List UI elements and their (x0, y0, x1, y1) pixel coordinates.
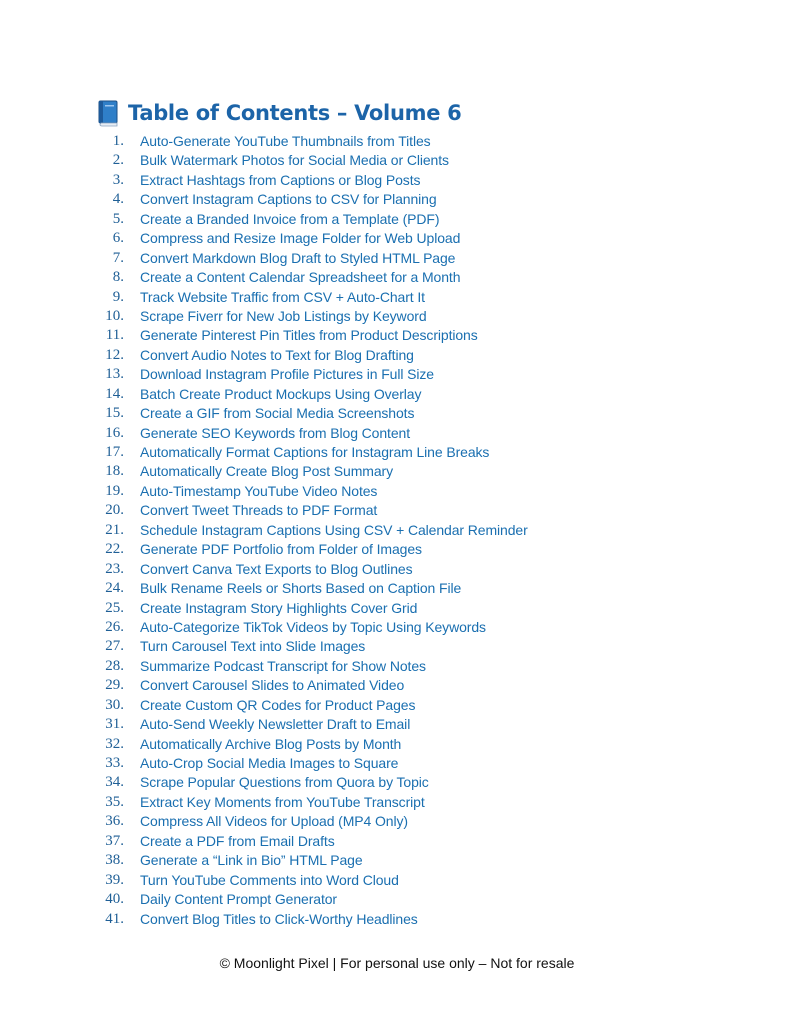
toc-item[interactable] (100, 424, 780, 443)
toc-item-number: 22. (105, 541, 124, 558)
toc-item-link[interactable]: Convert Markdown Blog Draft to Styled HTML Page (140, 249, 456, 266)
toc-item[interactable] (100, 501, 780, 520)
toc-item-number: 19. (105, 482, 124, 499)
toc-item[interactable] (100, 540, 780, 559)
toc-item[interactable] (100, 599, 780, 618)
toc-item-link[interactable]: Convert Carousel Slides to Animated Video (140, 677, 405, 694)
toc-item-link[interactable]: Create Instagram Story Highlights Cover Grid (140, 599, 418, 616)
toc-item[interactable] (100, 696, 780, 715)
toc-item-link[interactable]: Generate a “Link in Bio” HTML Page (140, 852, 363, 869)
toc-item-number: 35. (105, 793, 124, 810)
toc-item-link[interactable]: Convert Instagram Captions to CSV for Planning (140, 191, 437, 208)
toc-item[interactable] (100, 871, 780, 890)
toc-item-link[interactable]: Schedule Instagram Captions Using CSV + Calendar Reminder (140, 521, 528, 538)
toc-item-number: 41. (105, 910, 124, 927)
toc-item[interactable] (100, 385, 780, 404)
toc-item-number: 31. (105, 716, 124, 733)
toc-item-link[interactable]: Create a GIF from Social Media Screenshots (140, 405, 415, 422)
toc-item[interactable] (100, 676, 780, 695)
toc-item-number: 26. (105, 618, 124, 635)
toc-item-number: 20. (105, 502, 124, 519)
toc-item-link[interactable]: Convert Blog Titles to Click-Worthy Headlines (140, 910, 418, 927)
toc-item-number: 23. (105, 560, 124, 577)
toc-item[interactable] (100, 793, 780, 812)
toc-item-number: 36. (105, 813, 124, 830)
toc-item-link[interactable]: Create a Content Calendar Spreadsheet for a Month (140, 269, 461, 286)
toc-item-link[interactable]: Compress and Resize Image Folder for Web Upload (140, 230, 461, 247)
toc-item-link[interactable]: Auto-Generate YouTube Thumbnails from Titles (140, 133, 431, 149)
toc-item[interactable] (100, 326, 780, 345)
toc-item-number: 39. (105, 871, 124, 888)
toc-item-link[interactable]: Create a Branded Invoice from a Template (PDF) (140, 210, 440, 227)
toc-item-link[interactable]: Download Instagram Profile Pictures in Full Size (140, 366, 434, 383)
toc-item-number: 28. (105, 657, 124, 674)
toc-item-number: 2. (112, 152, 124, 169)
toc-item-number: 11. (105, 327, 124, 344)
toc-item-link[interactable]: Auto-Timestamp YouTube Video Notes (140, 482, 378, 499)
toc-item-number: 12. (105, 346, 124, 363)
toc-item[interactable] (100, 521, 780, 540)
toc-item-number: 4. (112, 191, 124, 208)
toc-item[interactable] (100, 288, 780, 307)
toc-item[interactable] (100, 754, 780, 773)
toc-item-number: 9. (112, 288, 124, 305)
toc-item-link[interactable]: Generate Pinterest Pin Titles from Product Descriptions (140, 327, 478, 344)
toc-item-link[interactable]: Convert Audio Notes to Text for Blog Drafting (140, 346, 414, 363)
toc-item-link[interactable]: Automatically Format Captions for Instagram Line Breaks (140, 444, 490, 460)
toc-item[interactable] (100, 462, 780, 481)
toc-item-link[interactable]: Bulk Watermark Photos for Social Media or Clients (140, 152, 449, 169)
toc-item[interactable] (100, 268, 780, 287)
toc-item[interactable] (100, 132, 780, 151)
toc-item-number: 6. (112, 230, 124, 247)
toc-item-number: 18. (105, 463, 124, 480)
toc-item-number: 38. (105, 852, 124, 869)
toc-item-number: 15. (105, 405, 124, 422)
toc-item-link[interactable]: Extract Key Moments from YouTube Transcript (140, 793, 425, 810)
toc-item[interactable] (100, 890, 780, 909)
toc-item[interactable] (100, 560, 780, 579)
toc-item-number: 29. (105, 677, 124, 694)
toc-item[interactable] (100, 171, 780, 190)
toc-item-link[interactable]: Compress All Videos for Upload (MP4 Only) (140, 813, 408, 830)
toc-item-link[interactable]: Extract Hashtags from Captions or Blog Posts (140, 171, 421, 188)
toc-item[interactable] (100, 910, 780, 929)
toc-item-number: 5. (112, 210, 124, 227)
toc-item[interactable] (100, 637, 780, 656)
toc-item-link[interactable]: Automatically Create Blog Post Summary (140, 463, 393, 480)
toc-item-link[interactable]: Scrape Fiverr for New Job Listings by Keyword (140, 307, 427, 324)
toc-item[interactable] (100, 229, 780, 248)
toc-item-link[interactable]: Turn YouTube Comments into Word Cloud (140, 871, 399, 888)
toc-item-link[interactable]: Generate PDF Portfolio from Folder of Images (140, 541, 422, 558)
toc-item-number: 10. (105, 307, 124, 324)
toc-item-link[interactable]: Auto-Send Weekly Newsletter Draft to Email (140, 716, 411, 733)
toc-item-number: 32. (105, 735, 124, 752)
toc-item[interactable] (100, 210, 780, 229)
toc-item-link[interactable]: Turn Carousel Text into Slide Images (140, 638, 366, 655)
toc-item[interactable] (100, 190, 780, 209)
toc-item-number: 27. (105, 638, 124, 655)
toc-item[interactable] (100, 151, 780, 170)
toc-item-link[interactable]: Scrape Popular Questions from Quora by Topic (140, 774, 429, 791)
toc-item[interactable] (100, 618, 780, 637)
toc-item-link[interactable]: Auto-Categorize TikTok Videos by Topic Using Keywords (140, 618, 486, 635)
toc-item-link[interactable]: Track Website Traffic from CSV + Auto-Chart It (140, 288, 425, 305)
toc-item-link[interactable]: Summarize Podcast Transcript for Show Notes (140, 657, 426, 674)
toc-item-number: 1. (112, 133, 124, 149)
toc-item-link[interactable]: Auto-Crop Social Media Images to Square (140, 755, 399, 771)
toc-list (100, 132, 780, 929)
toc-item[interactable] (100, 346, 780, 365)
book-icon (96, 99, 120, 127)
toc-item-link[interactable]: Automatically Archive Blog Posts by Month (140, 735, 402, 752)
toc-item-number: 21. (105, 521, 124, 538)
toc-item-number: 34. (105, 774, 124, 791)
toc-item-number: 14. (105, 385, 124, 402)
toc-item-number: 13. (105, 366, 124, 383)
toc-item[interactable] (100, 657, 780, 676)
toc-item-number: 3. (112, 171, 124, 188)
toc-item-number: 24. (105, 580, 124, 597)
toc-item-link[interactable]: Generate SEO Keywords from Blog Content (140, 424, 411, 441)
toc-item[interactable] (100, 404, 780, 423)
toc-item-number: 25. (105, 599, 124, 616)
page-title (96, 96, 461, 130)
toc-item[interactable] (100, 365, 780, 384)
toc-item-link[interactable]: Bulk Rename Reels or Shorts Based on Caption File (140, 580, 462, 597)
toc-item[interactable] (100, 773, 780, 792)
toc-item[interactable] (100, 579, 780, 598)
copyright-footer: © Moonlight Pixel | For personal use only – Not for resale (219, 955, 575, 971)
toc-item-link[interactable]: Daily Content Prompt Generator (140, 891, 337, 908)
toc-item[interactable] (100, 832, 780, 851)
toc-item[interactable] (100, 812, 780, 831)
title-text: Table of Contents – Volume 6 (128, 101, 462, 125)
toc-item[interactable] (100, 482, 780, 501)
toc-item-link[interactable]: Convert Canva Text Exports to Blog Outlines (140, 560, 413, 577)
toc-item-number: 7. (112, 249, 124, 266)
toc-item-number: 37. (105, 832, 124, 849)
toc-item-link[interactable]: Create Custom QR Codes for Product Pages (140, 696, 416, 713)
toc-item-number: 33. (105, 755, 124, 771)
toc-item[interactable] (100, 735, 780, 754)
toc-item[interactable] (100, 443, 780, 462)
toc-item-number: 30. (105, 696, 124, 713)
toc-item[interactable] (100, 851, 780, 870)
toc-item[interactable] (100, 249, 780, 268)
toc-item[interactable] (100, 307, 780, 326)
toc-item-number: 16. (105, 424, 124, 441)
toc-item-link[interactable]: Create a PDF from Email Drafts (140, 832, 335, 849)
toc-item[interactable] (100, 715, 780, 734)
toc-item-link[interactable]: Convert Tweet Threads to PDF Format (140, 502, 378, 519)
toc-item-number: 40. (105, 891, 124, 908)
toc-item-number: 17. (105, 444, 124, 460)
toc-item-number: 8. (112, 269, 124, 286)
toc-item-link[interactable]: Batch Create Product Mockups Using Overlay (140, 385, 422, 402)
